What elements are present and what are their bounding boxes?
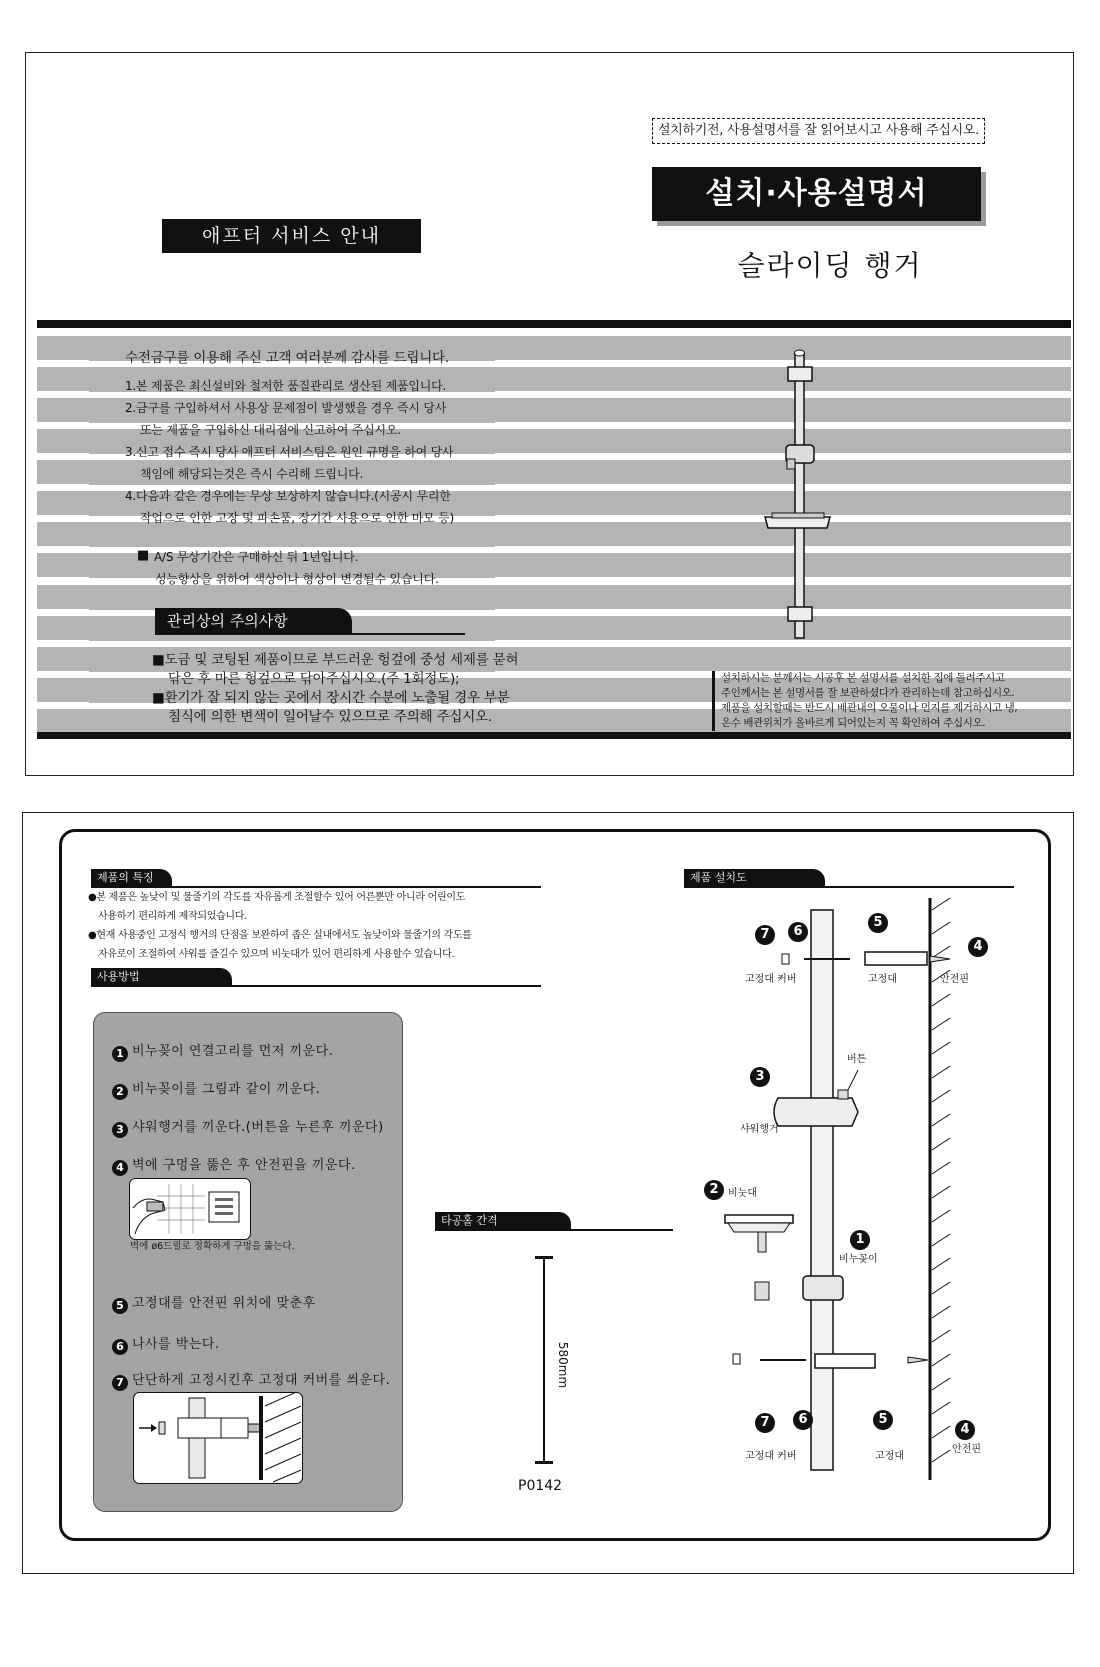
install-diagram-tab: 제품 설치도 [684,869,825,887]
background-stripe [37,585,1071,610]
stripe-gap-left [37,640,89,647]
warranty-text: A/S 무상기간은 구매하신 뒤 1년입니다. [154,550,359,564]
stripe-gap-left [37,484,89,491]
usage-tab: 사용방법 [91,968,232,986]
label-shower-hanger: 샤워행거 [740,1124,779,1135]
label-button: 버튼 [847,1054,867,1065]
marker-4-top: 4 [968,937,988,957]
stripe-gap-left [37,391,89,398]
stripe-gap-left [37,360,89,367]
usage-step-3 [112,1116,384,1138]
stripe-gap-left [37,546,89,553]
after-service-banner: 애프터 서비스 안내 [162,219,421,253]
care-line-3: ■환기가 잘 되지 않는 곳에서 장시간 수분에 노출될 경우 부분 [152,690,510,706]
step-7-number: 7 [112,1375,128,1391]
stripe-gap-left [37,671,89,678]
marker-7-bottom: 7 [755,1413,775,1433]
top-rule [37,320,1071,328]
marker-5-bottom: 5 [873,1410,893,1430]
marker-1: 1 [850,1230,870,1250]
step-1-text: 비누꽂이 연결고리를 먼저 끼운다. [132,1044,334,1059]
label-bracket-top: 고정대 [868,974,897,985]
drill-caption: 벽에 ø6드릴로 정확하게 구멍을 뚫는다. [130,1241,295,1252]
installer-note-line-3: 제품을 설치할때는 반드시 배관내의 오물이나 먼지를 제거하시고 냉, [721,702,1018,714]
stripe-gap-left [37,515,89,522]
read-before-install-notice: 설치하기전, 사용설명서를 잘 읽어보시고 사용해 주십시오. [652,118,985,144]
as-line-5: 책임에 해당되는것은 즉시 수리해 드립니다. [140,467,364,481]
step-5-number: 5 [112,1298,128,1314]
marker-6-bottom: 6 [793,1410,813,1430]
spacing-dimension-line [543,1257,545,1463]
step-1-number: 1 [112,1046,128,1062]
feature-line-4: 자유로이 조절하여 샤워를 즐길수 있으며 비눗대가 있어 편리하게 사용할수 있습니다. [98,949,455,960]
usage-step-4 [112,1154,356,1176]
label-pin-bottom: 안전핀 [952,1444,981,1455]
stripe-gap-left [37,422,89,429]
marker-4-bottom: 4 [955,1420,975,1440]
stripe-gap-left [37,702,89,709]
step-2-number: 2 [112,1084,128,1100]
label-cover-top: 고정대 커버 [745,974,797,985]
as-line-3: 또는 제품을 구입하신 대리점에 신고하여 주십시오. [140,423,401,437]
as-line-1: 1.본 제품은 최신설비와 철저한 품질관리로 생산된 제품입니다. [125,379,447,393]
stripe-gap-left [37,577,89,584]
step-3-number: 3 [112,1122,128,1138]
label-pin-top: 안전핀 [940,974,969,985]
step-2-text: 비누꽂이를 그림과 같이 끼운다. [132,1082,321,1097]
care-line-4: 침식에 의한 변색이 일어날수 있으므로 주의해 주십시오. [168,709,492,725]
usage-step-5 [112,1292,316,1314]
usage-step-7 [112,1369,390,1391]
model-number: P0142 [518,1478,563,1494]
greeting-text: 수전금구를 이용해 주신 고객 여러분께 감사를 드립니다. [125,350,449,366]
bottom-rule [37,732,1071,739]
care-line-2: 닦은 후 마른 헝겊으로 닦아주십시오.(주 1회정도); [168,671,460,687]
care-section-rule [155,633,465,635]
feature-line-2: 사용하기 편리하게 제작되었습니다. [98,911,248,922]
spacing-bottom-tick [535,1461,553,1464]
product-name: 슬라이딩 행거 [737,249,923,282]
installer-note-line-1: 설치하시는 분께서는 시공후 본 설명서를 설치한 집에 돌려주시고 [721,672,1005,684]
marker-5-top: 5 [868,913,888,933]
step-3-text: 샤워행거를 끼운다.(버튼을 누른후 끼운다) [132,1120,384,1135]
manual-title: 설치·사용설명서 [652,167,981,221]
hole-spacing-rule [435,1229,673,1231]
label-soap-holder: 비누꽂이 [839,1254,878,1265]
features-tab: 제품의 특징 [91,869,172,887]
spec-change-notice: 성능향상을 위하여 색상이나 형상이 변경될수 있습니다. [155,572,439,586]
hole-spacing-tab: 타공홀 간격 [435,1212,571,1230]
marker-3: 3 [750,1067,770,1087]
usage-rule [91,985,541,987]
marker-2: 2 [704,1180,724,1200]
bracket-fixing-illustration [133,1392,303,1484]
feature-line-1: ●본 제품은 높낮이 및 물줄기의 각도를 자유롭게 조절할수 있어 어른뿐만 아니라 어린이도 [88,892,466,903]
marker-6-top: 6 [788,922,808,942]
as-line-4: 3.신고 접수 즉시 당사 애프터 서비스팀은 원인 규명을 하여 당사 [125,445,454,459]
step-4-text: 벽에 구멍을 뚫은 후 안전핀을 끼운다. [132,1158,356,1173]
warranty-marker: ■ [137,548,150,563]
as-line-6: 4.다음과 같은 경우에는 무상 보상하지 않습니다.(시공시 무리한 [125,489,451,503]
install-diagram-rule [684,886,1014,888]
spacing-distance-label: 580mm [556,1341,570,1389]
label-cover-bottom: 고정대 커버 [745,1451,797,1462]
label-soap-dish: 비눗대 [728,1188,757,1199]
marker-7-top: 7 [755,925,775,945]
care-section-tab: 관리상의 주의사항 [155,608,352,634]
spacing-top-tick [535,1256,553,1259]
stripe-gap-left [37,609,89,616]
installer-note-line-2: 주인께서는 본 설명서를 잘 보관하셨다가 관리하는데 참고하십시오. [721,687,1015,699]
drilling-illustration [129,1178,251,1240]
installer-note [712,671,1081,731]
step-5-text: 고정대를 안전핀 위치에 맞춘후 [132,1296,316,1311]
stripe-gap-left [37,453,89,460]
usage-step-1 [112,1040,333,1062]
care-line-1: ■도금 및 코팅된 제품이므로 부드러운 헝겊에 중성 세제를 묻혀 [152,652,519,668]
step-6-number: 6 [112,1339,128,1355]
feature-line-3: ●현재 사용중인 고정식 행거의 단점을 보완하여 좁은 실내에서도 높낮이와 물줄기의 각도를 [88,930,472,941]
as-line-7: 작업으로 인한 고장 및 파손품, 장기간 사용으로 인한 마모 등) [140,511,455,525]
step-7-text: 단단하게 고정시킨후 고정대 커버를 씌운다. [132,1373,391,1388]
installer-note-line-4: 온수 배관위치가 올바르게 되어있는지 꼭 확인하여 주십시오. [721,717,986,729]
usage-step-2 [112,1078,320,1100]
slide-bar-illustration [750,345,850,645]
as-line-2: 2.금구를 구입하셔서 사용상 문제점이 발생했을 경우 즉시 당사 [125,401,447,415]
usage-step-6 [112,1333,220,1355]
step-6-text: 나사를 박는다. [132,1337,220,1352]
step-4-number: 4 [112,1160,128,1176]
label-bracket-bottom: 고정대 [875,1451,904,1462]
